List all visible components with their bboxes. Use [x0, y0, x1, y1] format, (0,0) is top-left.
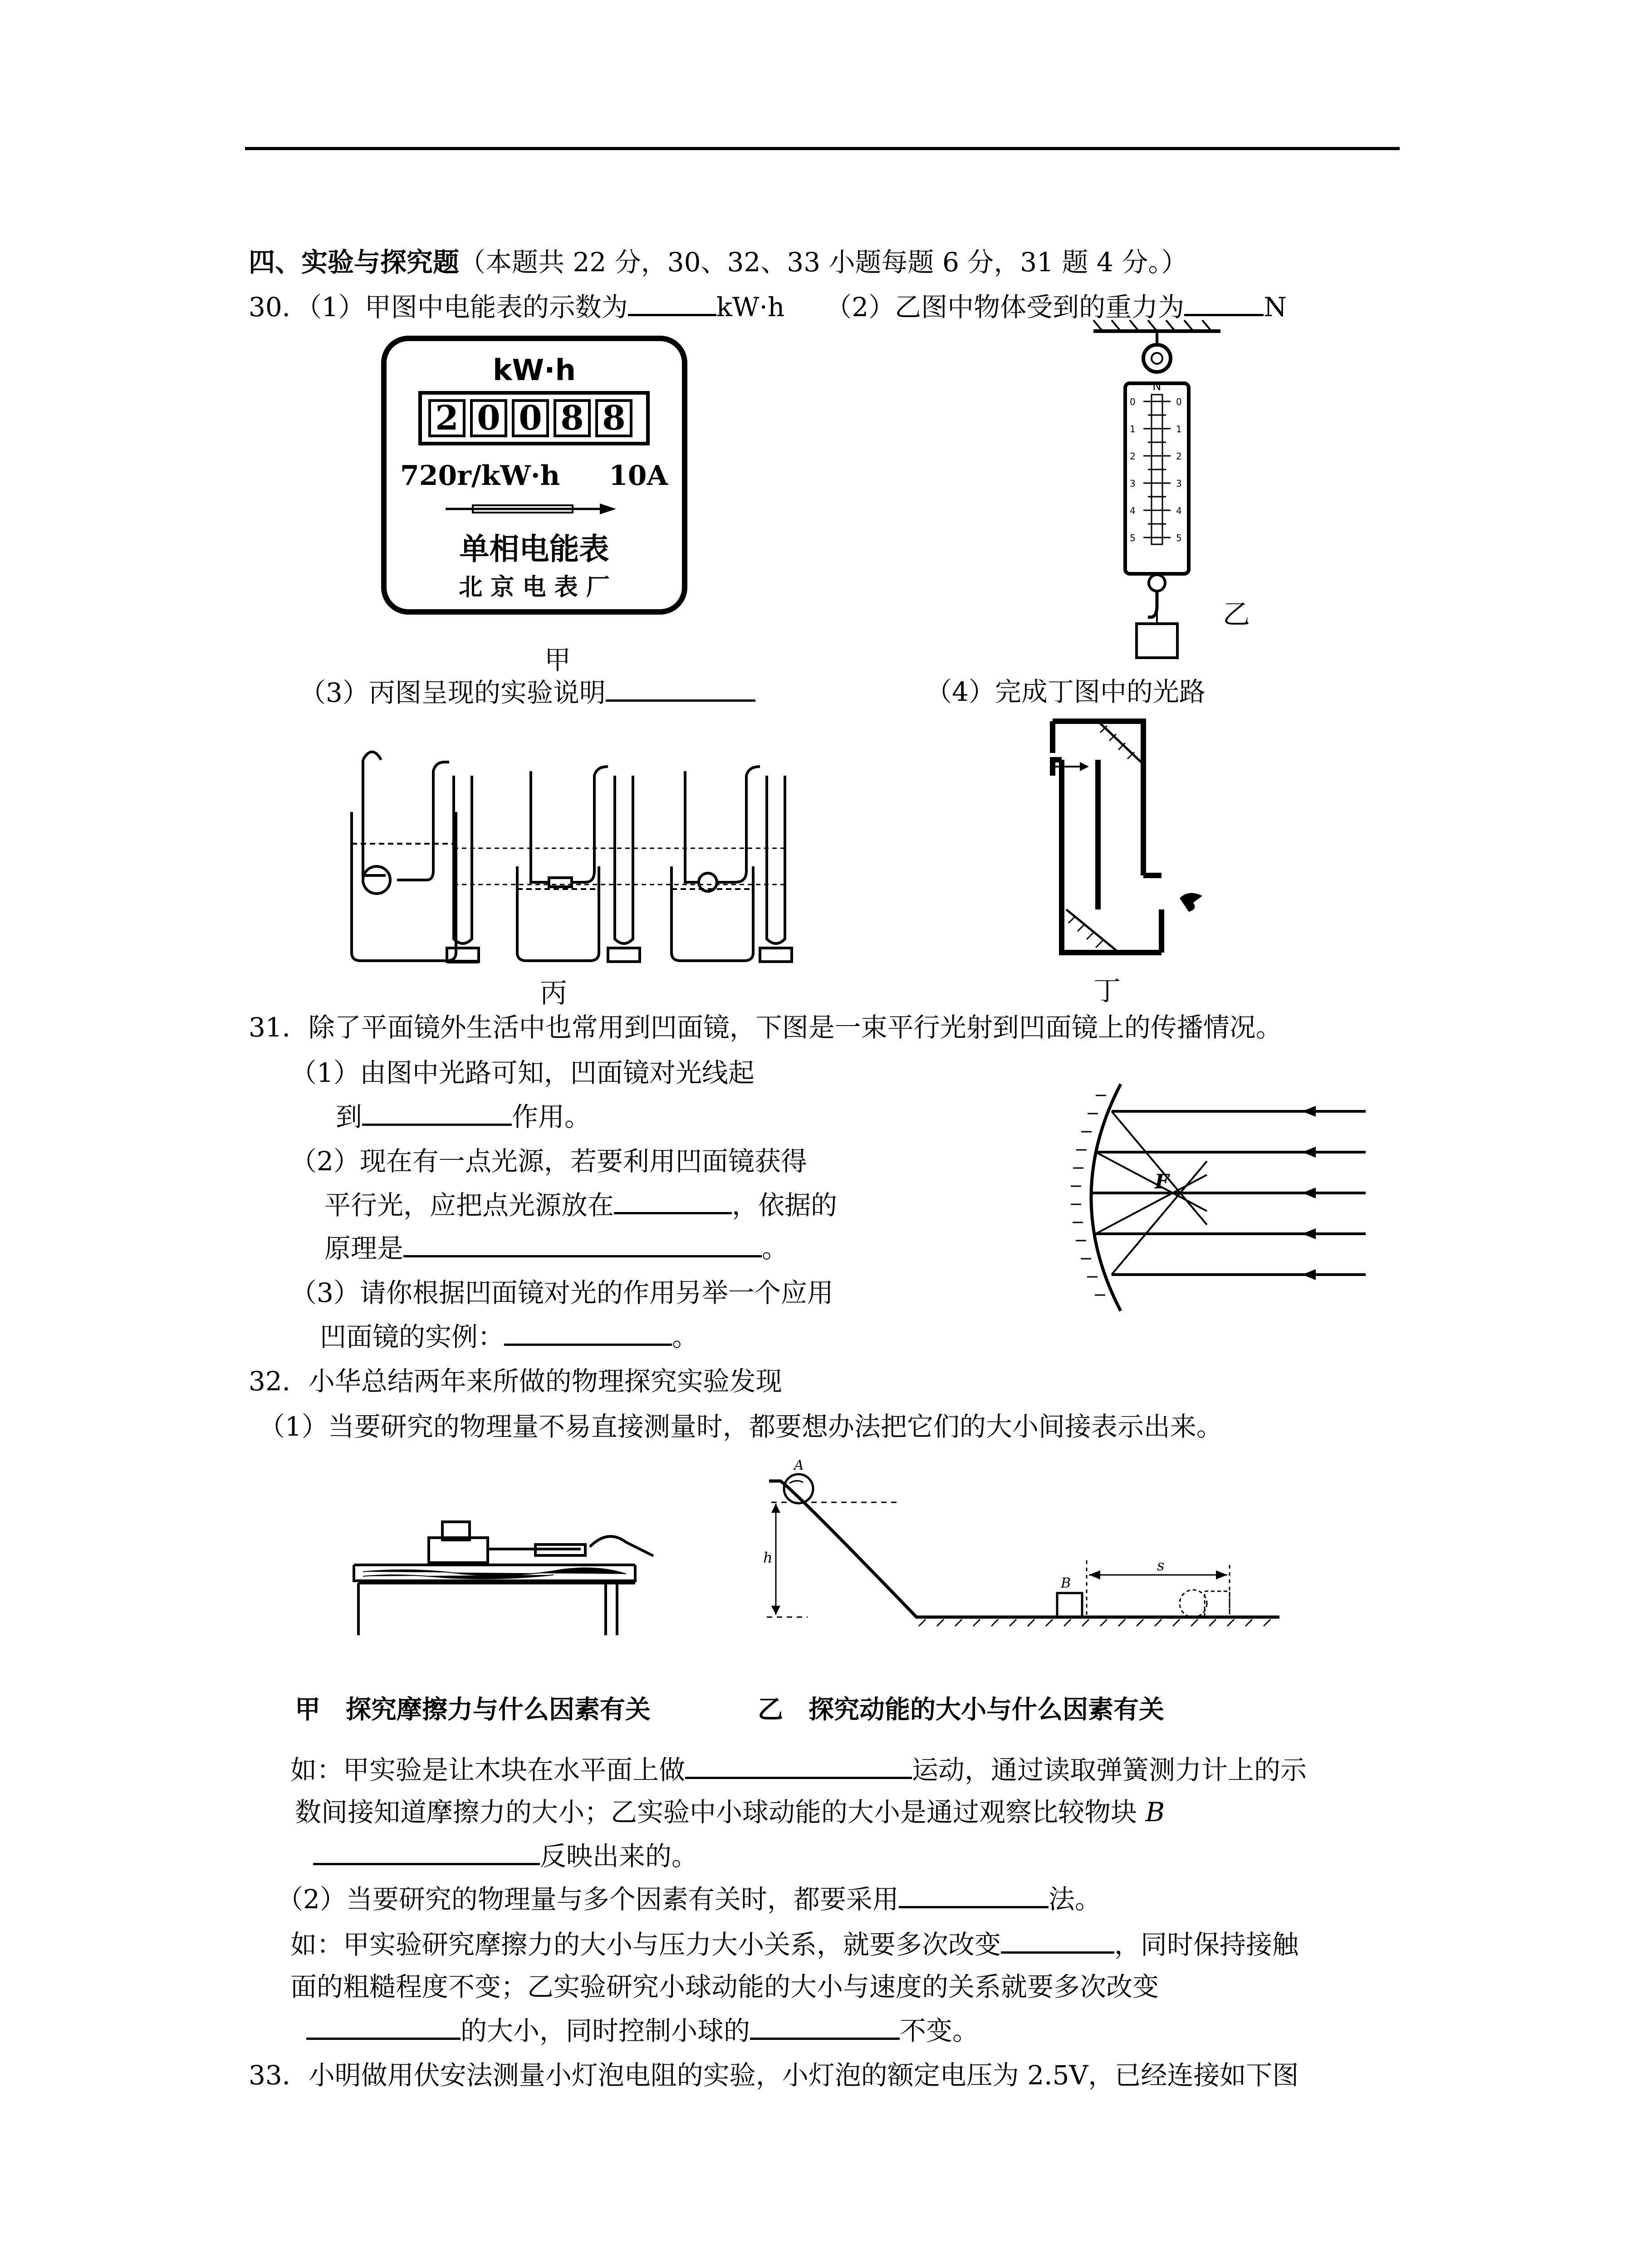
height-label: h	[763, 1549, 773, 1566]
q30-line	[249, 290, 1287, 323]
figure-pressure-probes	[318, 735, 794, 1009]
q31-p3a: （3）请你根据凹面镜对光的作用另举一个应用	[290, 1277, 833, 1308]
meter-digit-decimal: 8	[595, 399, 632, 437]
q32-ex1-pre: 如：甲实验是让木块在水平面上做	[290, 1755, 686, 1785]
q32-blank-4[interactable]	[1001, 1928, 1114, 1954]
q33-text: 33．小明做用伏安法测量小灯泡电阻的实验，小灯泡的额定电压为 2.5V，已经连接如下图	[249, 2060, 1299, 2091]
figure-label-jia: 甲	[544, 645, 571, 675]
focal-point-label: F	[1155, 1170, 1169, 1193]
meter-digits-row	[428, 399, 632, 437]
scale-tick-label: 5	[1176, 533, 1182, 543]
q32-ex2-text: 数间接知道摩擦力的大小；乙实验中小球动能的大小是通过观察比较物块	[295, 1797, 1137, 1828]
scale-tick-label: 3	[1176, 478, 1182, 489]
meter-unit: kW·h	[492, 354, 576, 387]
meter-digit: 0	[512, 399, 549, 437]
q31-p1b-post: 作用。	[512, 1101, 591, 1132]
q32-blank-5[interactable]	[306, 2014, 461, 2040]
q32-ex6	[306, 2014, 979, 2047]
section-heading	[249, 246, 1187, 278]
q32-p2-post: 法。	[1048, 1884, 1101, 1915]
scale-tick-label: 0	[1130, 396, 1136, 407]
scale-top-label: N	[1152, 380, 1162, 393]
q32-ex3-post: 反映出来的。	[540, 1841, 698, 1872]
q30-part4: （4）完成丁图中的光路	[926, 676, 1206, 707]
q31-blank-2[interactable]	[614, 1188, 732, 1214]
q32-ex2-var: B	[1145, 1797, 1165, 1828]
scale-tick-label: 5	[1130, 533, 1136, 543]
q31-p3b	[320, 1320, 698, 1353]
distance-label: s	[1157, 1557, 1165, 1574]
meter-rating-left: 720r/kW·h	[400, 460, 560, 492]
figure-spring-scale	[1084, 327, 1257, 671]
scale-tick-label: 4	[1176, 505, 1182, 516]
q31-blank-3[interactable]	[403, 1232, 762, 1257]
figure-periscope	[1048, 717, 1239, 1007]
q30-part3	[299, 676, 755, 709]
q30-blank-2[interactable]	[1184, 290, 1264, 316]
q32-intro: 32．小华总结两年来所做的物理探究实验发现	[249, 1366, 782, 1397]
q30-part3-text: （3）丙图呈现的实验说明	[299, 677, 606, 708]
q31-p2c-post: 。	[762, 1233, 789, 1264]
q32-p1: （1）当要研究的物理量不易直接测量时，都要想办法把它们的大小间接表示出来。	[259, 1411, 1223, 1442]
q30-unit-1: kW·h	[716, 292, 785, 323]
q31-p1b-pre: 到	[336, 1101, 363, 1132]
meter-digit: 2	[428, 399, 466, 437]
block-label: B	[1061, 1575, 1071, 1591]
caption-jia: 甲 探究摩擦力与什么因素有关	[295, 1695, 651, 1725]
q31-intro: 31．除了平面镜外生活中也常用到凹面镜，下图是一束平行光射到凹面镜上的传播情况。	[249, 1012, 1282, 1043]
q32-ex6-post: 不变。	[900, 2015, 979, 2046]
q32-ex5: 面的粗糙程度不变；乙实验研究小球动能的大小与速度的关系就要多次改变	[290, 1971, 1159, 2002]
figure-label-ding: 丁	[1093, 975, 1121, 1007]
q31-p3b-pre: 凹面镜的实例：	[320, 1321, 505, 1352]
q31-p2a: （2）现在有一点光源，若要利用凹面镜获得	[290, 1146, 807, 1177]
header-rule	[245, 147, 1400, 150]
q32-p2	[277, 1882, 1101, 1915]
q30-part1: （1）甲图中电能表的示数为	[308, 292, 628, 323]
q30-blank-1[interactable]	[628, 290, 716, 316]
figure-label-bing: 丙	[540, 978, 567, 1009]
q32-ex2	[295, 1796, 1165, 1828]
scale-tick-label: 4	[1130, 505, 1136, 516]
scale-tick-label: 2	[1130, 451, 1136, 462]
meter-digit: 8	[554, 399, 591, 437]
figure-label-yi: 乙	[1223, 599, 1250, 631]
q31-p1a: （1）由图中光路可知，凹面镜对光线起	[290, 1057, 755, 1088]
q32-ex3	[313, 1839, 698, 1872]
meter-rating-right: 10A	[609, 460, 668, 492]
q32-ex4	[290, 1928, 1299, 1960]
figure-ramp	[726, 1457, 1289, 1642]
q32-ex4-pre: 如：甲实验研究摩擦力的大小与压力大小关系，就要多次改变	[290, 1929, 1001, 1960]
q30-blank-3[interactable]	[606, 676, 755, 702]
q31-blank-1[interactable]	[362, 1100, 512, 1126]
q32-ex6-mid: 的大小，同时控制小球的	[461, 2015, 750, 2046]
meter-digit-box	[418, 391, 650, 445]
q31-p2b-pre: 平行光，应把点光源放在	[324, 1190, 614, 1221]
scale-tick-label: 3	[1130, 478, 1136, 489]
q30-number: 30．	[249, 292, 309, 323]
ball-label: A	[794, 1457, 804, 1473]
q32-blank-6[interactable]	[750, 2014, 900, 2040]
q32-ex1	[290, 1753, 1307, 1786]
q31-p1b	[336, 1100, 591, 1133]
meter-arrow	[446, 500, 618, 518]
q31-p2b	[324, 1188, 837, 1221]
q32-p2-pre: （2）当要研究的物理量与多个因素有关时，都要采用	[277, 1884, 899, 1915]
section-title: 四、实验与探究题	[249, 247, 460, 278]
q31-blank-4[interactable]	[504, 1320, 672, 1346]
q31-p2c	[324, 1232, 788, 1264]
q32-ex1-post: 运动，通过读取弹簧测力计上的示	[912, 1755, 1307, 1785]
meter-name: 单相电能表	[459, 532, 609, 567]
figure-friction	[345, 1501, 662, 1637]
scale-tick-label: 1	[1176, 424, 1182, 435]
q30-unit-2: N	[1264, 292, 1287, 323]
q32-ex4-post: ，同时保持接触	[1114, 1929, 1299, 1960]
q31-p2c-pre: 原理是	[324, 1233, 404, 1264]
q31-p3b-post: 。	[672, 1321, 699, 1352]
caption-yi: 乙 探究动能的大小与什么因素有关	[758, 1695, 1164, 1725]
q32-blank-1[interactable]	[685, 1753, 912, 1779]
figure-meter	[381, 336, 687, 615]
scale-tick-label: 0	[1176, 396, 1182, 407]
scale-tick-label: 2	[1176, 451, 1182, 462]
q32-blank-2[interactable]	[313, 1839, 540, 1865]
q30-part2: （2）乙图中物体受到的重力为	[825, 292, 1185, 323]
section-note: （本题共 22 分，30、32、33 小题每题 6 分，31 题 4 分。）	[459, 247, 1188, 278]
meter-digit: 0	[470, 399, 507, 437]
scale-tick-label: 1	[1130, 424, 1136, 435]
figure-concave-mirror	[1053, 1075, 1370, 1320]
q31-p2b-post: ，依据的	[732, 1190, 838, 1221]
q32-blank-3[interactable]	[899, 1882, 1049, 1908]
meter-maker: 北 京 电 表 厂	[459, 574, 610, 601]
